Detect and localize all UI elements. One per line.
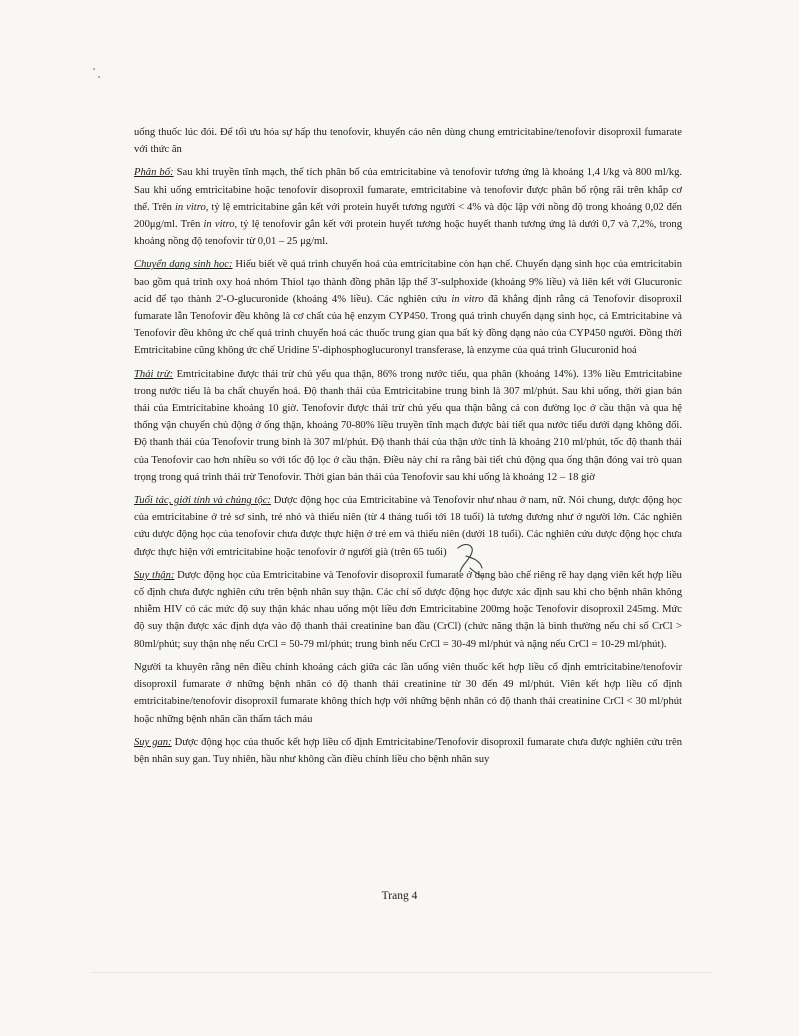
- paragraph-recommendation: Người ta khuyên rằng nên điều chỉnh khoảng cách giữa các lần uống viên thuốc kết hợp liều cố định emtricitabine/tenofovir disoproxil fumarate ở những bệnh nhân có độ thanh thải creatinine từ 30 đến 49 ml/phút. Viên kết hợp liều cố định emtricitabine/tenofovir disoproxil fumarate không thích hợp với những bệnh nhân có độ thanh thải creatinine CrCl < 30 ml/phút hoặc những bệnh nhân cần thẩm tách máu: [134, 661, 682, 725]
- section-heading: Thải trừ:: [134, 368, 174, 380]
- page-body: [134, 124, 682, 774]
- paragraph-distribution: Phân bố: Sau khi truyền tĩnh mạch, thể tích phân bố của emtricitabine và tenofovir tương ứng là khoảng 1,4 l/kg và 800 ml/kg. Sau khi uống emtricitabine hoặc tenofovir disoproxil fumarate, emtricitabine và tenofovir được phân bố rộng rãi trên khắp cơ thể. Trên in vitro, tỷ lệ emtricitabine gắn kết với protein huyết tương người < 4% và độc lập với nồng độ trong khoảng 0,02 đến 200μg/ml. Trên in vitro, tỷ lệ tenofovir gắn kết với protein huyết tương hoặc huyết thanh tương ứng là dưới 0,7 và 7,2%, trong khoảng nồng độ tenofovir từ 0,01 – 25 μg/ml.: [134, 167, 683, 248]
- paragraph-hepatic: Suy gan: Dược động học của thuốc kết hợp liều cố định Emtricitabine/Tenofovir disoproxil fumarate chưa được nghiên cứu trên bện nhân suy gan. Tuy nhiên, hầu như không cần điều chỉnh liều cho bệnh nhân suy: [134, 736, 682, 765]
- handwritten-mark: [452, 538, 488, 578]
- paragraph-renal: Suy thận: Dược động học của Emtricitabine và Tenofovir disoproxil fumarate ở dạng bào chế riêng rẽ hay dạng viên kết hợp liều cố định chưa được nghiên cứu trên bệnh nhân suy thận. Các chỉ số dược động học được xác định sau khi cho bệnh nhân không nhiễm HIV có các mức độ suy thận khác nhau uống một liều đơn Emtricitabine 200mg hoặc Tenofovir disoproxil 245mg. Mức độ suy thận được xác định dựa vào độ thanh thải creatinine ban đầu (CrCl) (chức năng thận là bình thường nếu chỉ số CrCl > 80ml/phút; suy thận nhẹ nếu CrCl = 50-79 ml/phút; trung bình nếu CrCl = 30-49 ml/phút và nặng nếu CrCl = 10-29 ml/phút).: [134, 569, 682, 650]
- section-heading: Suy thận:: [134, 569, 175, 581]
- page-number: Trang 4: [381, 890, 418, 902]
- paragraph-age-gender: Tuổi tác, giới tính và chủng tộc: Dược động học của Emtricitabine và Tenofovir như nhau ở nam, nữ. Nói chung, dược động học của emtricitabine ở trẻ sơ sinh, trẻ nhỏ và thiếu niên (từ 4 tháng tuổi tới 18 tuổi) là tương đương như ở người lớn. Các nghiên cứu dược động học của tenofovir chưa được thực hiện ở trẻ em và thiếu niên (dưới 18 tuổi). Các nghiên cứu dược động học chưa được thực hiện với emtricitabine hoặc tenofovir ở người già (trên 65 tuổi): [134, 495, 682, 558]
- scan-speck: [93, 68, 95, 70]
- section-heading: Phân bố:: [134, 167, 174, 179]
- paragraph-intro: uống thuốc lúc đói. Để tối ưu hóa sự hấp thu tenofovir, khuyến cáo nên dùng chung emtricitabine/tenofovir disoproxil fumarate với thức ăn: [134, 127, 682, 156]
- section-heading: Suy gan:: [134, 736, 172, 748]
- section-heading: Tuổi tác, giới tính và chủng tộc:: [134, 495, 271, 507]
- paragraph-metabolism: Chuyển dạng sinh học: Hiểu biết về quá trình chuyển hoá của emtricitabine còn hạn chế. Chuyển dạng sinh học của emtricitabin bao gồm quá trình oxy hoá nhóm Thiol tạo thành đồng phân lập thể 3'-sulphoxide (khoảng 9% liều) và liên kết với Glucuronic acid để tạo thành 2'-O-glucuronide (khoảng 4% liều). Các nghiên cứu in vitro đã khẳng định rằng cả Tenofovir disoproxil fumarate lẫn Tenofovir đều không là cơ chất của hệ enzym CYP450. Trong quá trình chuyển dạng sinh học, cả Emtricitabine và Tenofovir đều không ức chế quá trình chuyển hoá các thuốc trung gian qua bất kỳ đồng dạng nào của CYP450 người. Đồng thời Emtricitabine cũng không ức chế Uridine 5'-diphosphoglucuronyl transferase, là enzyme của quá trình Glucuronid hoá: [134, 259, 682, 357]
- section-heading: Chuyển dạng sinh học:: [134, 259, 233, 271]
- scan-line: [92, 972, 712, 973]
- paragraph-elimination: Thải trừ: Emtricitabine được thải trừ chủ yếu qua thận, 86% trong nước tiểu, qua phân (khoảng 14%). 13% liều Emtricitabine trong nước tiểu là ba chất chuyển hoá. Độ thanh thải của Emtricitabine trung bình là 307 ml/phút. Sau khi uống, thời gian bán thải của Emtricitabine khoảng 10 giờ. Tenofovir được thải trừ chủ yếu qua thận bằng cả con đường lọc ở cầu thận và qua hệ thống vận chuyển chủ động ở ống thận, khoảng 70-80% liều truyền tĩnh mạch được bài tiết qua nước tiểu dưới dạng không đổi. Độ thanh thải của Tenofovir trung bình là 307 ml/phút. Độ thanh thải của thận ước tính là khoảng 210 ml/phút, tốc độ thanh thải của Tenofovir cao hơn nhiều so với tốc độ lọc ở cầu thận. Điều này chỉ ra rằng bài tiết chủ động qua ống thận đóng vai trò quan trọng trong quá trình thải trừ Tenofovir. Thời gian bán thải của Tenofovir sau khi uống là khoảng 12 – 18 giờ: [134, 368, 682, 483]
- scan-speck: [98, 76, 100, 78]
